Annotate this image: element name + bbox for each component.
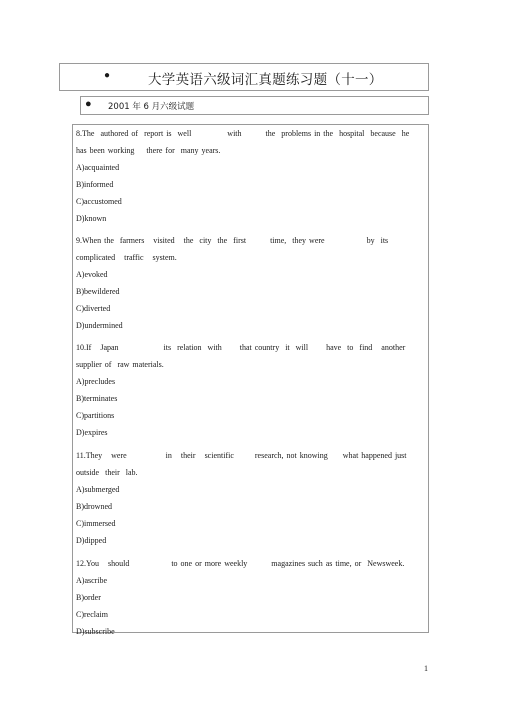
question-11: [76, 447, 420, 549]
subtitle-text: 2001 年 6 月六级试题: [108, 102, 195, 112]
option-a: A)precludes: [76, 377, 116, 386]
option-a: A)evoked: [76, 270, 108, 279]
option-d: D)known: [76, 214, 107, 223]
option-d: D)dipped: [76, 536, 107, 545]
option-d: D)undermined: [76, 321, 123, 330]
option-a: A)ascribe: [76, 576, 108, 585]
option-c: C)diverted: [76, 304, 111, 313]
title-bullet: ●: [104, 70, 111, 81]
title-box: [59, 63, 429, 91]
question-9: [76, 232, 420, 334]
option-d: D)expires: [76, 428, 108, 437]
question-12: [76, 555, 420, 640]
option-a: A)acquainted: [76, 163, 120, 172]
question-stem: 9.When the farmers visited the city the first time, they were by its complicated traffic system.: [76, 236, 398, 262]
question-10: [76, 339, 420, 441]
question-stem: 12.You should to one or more weekly magazines such as time, or Newsweek.: [76, 559, 405, 568]
page-title: 大学英语六级词汇真题练习题（十一）: [148, 72, 383, 88]
option-c: C)reclaim: [76, 610, 108, 619]
question-8: [76, 125, 420, 227]
option-b: B)informed: [76, 180, 114, 189]
subtitle-box: [80, 96, 429, 115]
question-stem: 10.If Japan its relation with that country it will have to find another supplier of raw materials.: [76, 343, 409, 369]
subtitle-bullet: ●: [85, 98, 92, 110]
question-stem: 11.They were in their scientific research, not knowing what happened just outside their lab.: [76, 451, 413, 477]
option-c: C)accustomed: [76, 197, 122, 206]
question-stem: 8.The authored of report is well with the problems in the hospital because he has been working there for many years.: [76, 129, 416, 155]
option-d: D)subscribe: [76, 627, 115, 636]
questions-box: [72, 124, 429, 636]
option-c: C)partitions: [76, 411, 115, 420]
option-a: A)submerged: [76, 485, 120, 494]
page-number: 1: [424, 664, 428, 673]
option-b: B)bewildered: [76, 287, 120, 296]
option-b: B)terminates: [76, 394, 118, 403]
option-b: B)drowned: [76, 502, 112, 511]
option-b: B)order: [76, 593, 101, 602]
option-c: C)immersed: [76, 519, 116, 528]
